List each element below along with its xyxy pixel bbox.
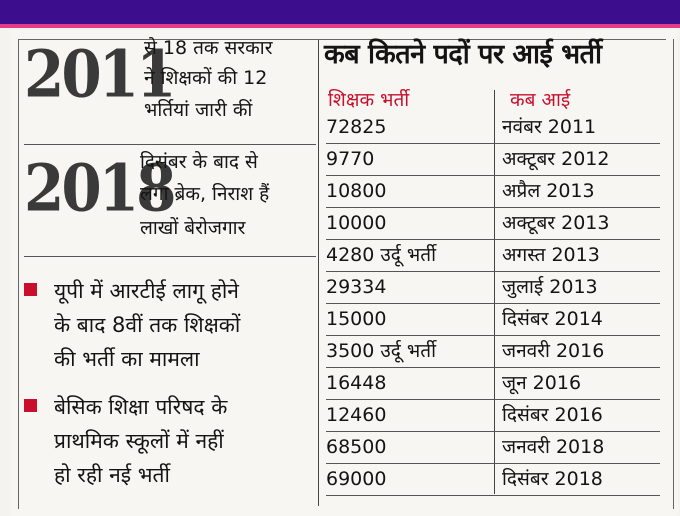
right-frame-line — [673, 39, 674, 509]
separator — [24, 256, 316, 257]
cell-posts: 12460 — [326, 404, 387, 426]
bullet-2-line-2: प्राथमिक स्कूलों में नहीं — [54, 429, 224, 453]
cell-posts: 3500 उर्दू भर्ती — [326, 340, 437, 362]
cell-posts: 9770 — [326, 148, 375, 170]
table-row — [326, 144, 660, 176]
cell-when: जनवरी 2018 — [502, 436, 605, 458]
cell-posts: 16448 — [326, 372, 387, 394]
cell-when: अक्टूबर 2012 — [502, 148, 610, 170]
table-row — [326, 304, 660, 336]
cell-posts: 10800 — [326, 180, 387, 202]
bullet-1-line-1: यूपी में आरटीई लागू होने — [54, 279, 239, 303]
year-2011: 2011 — [24, 36, 174, 113]
table-row — [326, 336, 660, 368]
table-row — [326, 464, 660, 496]
bullet-1-line-2: के बाद 8वीं तक शिक्षकों — [54, 313, 241, 337]
table-row — [326, 208, 660, 240]
table-row — [326, 400, 660, 432]
table-row — [326, 240, 660, 272]
header-when: कब आई — [510, 89, 571, 111]
header-posts: शिक्षक भर्ती — [328, 89, 410, 111]
cell-when: जून 2016 — [502, 372, 582, 394]
bullet-square-icon — [24, 399, 37, 412]
cell-when: अगस्त 2013 — [502, 244, 600, 266]
cell-posts: 15000 — [326, 308, 387, 330]
cell-when: जनवरी 2016 — [502, 340, 605, 362]
news-graphic — [10, 30, 678, 516]
block-2011-line-3: भर्तियां जारी कीं — [144, 99, 253, 121]
left-frame-line — [18, 39, 19, 509]
cell-posts: 29334 — [326, 276, 387, 298]
table-row — [326, 112, 660, 144]
year-2018: 2018 — [24, 150, 174, 227]
cell-posts: 68500 — [326, 436, 387, 458]
bullet-square-icon — [24, 283, 37, 296]
block-2018-line-2: लगा ब्रेक, निराश हैं — [140, 183, 270, 205]
bullet-2-line-3: हो रही नई भर्ती — [54, 463, 170, 487]
separator — [24, 144, 316, 145]
bullet-2-line-1: बेसिक शिक्षा परिषद के — [54, 395, 228, 419]
cell-posts: 69000 — [326, 468, 387, 490]
block-2018-line-3: लाखों बेरोजगार — [140, 217, 246, 239]
cell-when: दिसंबर 2014 — [502, 308, 603, 330]
table-row — [326, 368, 660, 400]
cell-posts: 10000 — [326, 212, 387, 234]
bullet-1-line-3: की भर्ती का मामला — [54, 347, 200, 371]
table-row — [326, 272, 660, 304]
cell-posts: 72825 — [326, 116, 387, 138]
top-banner — [0, 0, 680, 24]
block-2011-line-2: ने शिक्षकों की 12 — [144, 67, 268, 89]
cell-posts: 4280 उर्दू भर्ती — [326, 244, 437, 266]
cell-when: अप्रैल 2013 — [502, 180, 595, 202]
column-divider — [318, 40, 319, 506]
cell-when: नवंबर 2011 — [502, 116, 597, 138]
table-row — [326, 432, 660, 464]
cell-when: दिसंबर 2016 — [502, 404, 603, 426]
block-2018-line-1: दिसंबर के बाद से — [140, 151, 258, 173]
cell-when: अक्टूबर 2013 — [502, 212, 610, 234]
block-2011-line-1: से 18 तक सरकार — [144, 37, 273, 59]
cell-when: जुलाई 2013 — [502, 276, 598, 298]
table-title: कब कितने पदों पर आई भर्ती — [324, 39, 602, 70]
accent-line — [0, 24, 680, 28]
table-row — [326, 176, 660, 208]
cell-when: दिसंबर 2018 — [502, 468, 603, 490]
